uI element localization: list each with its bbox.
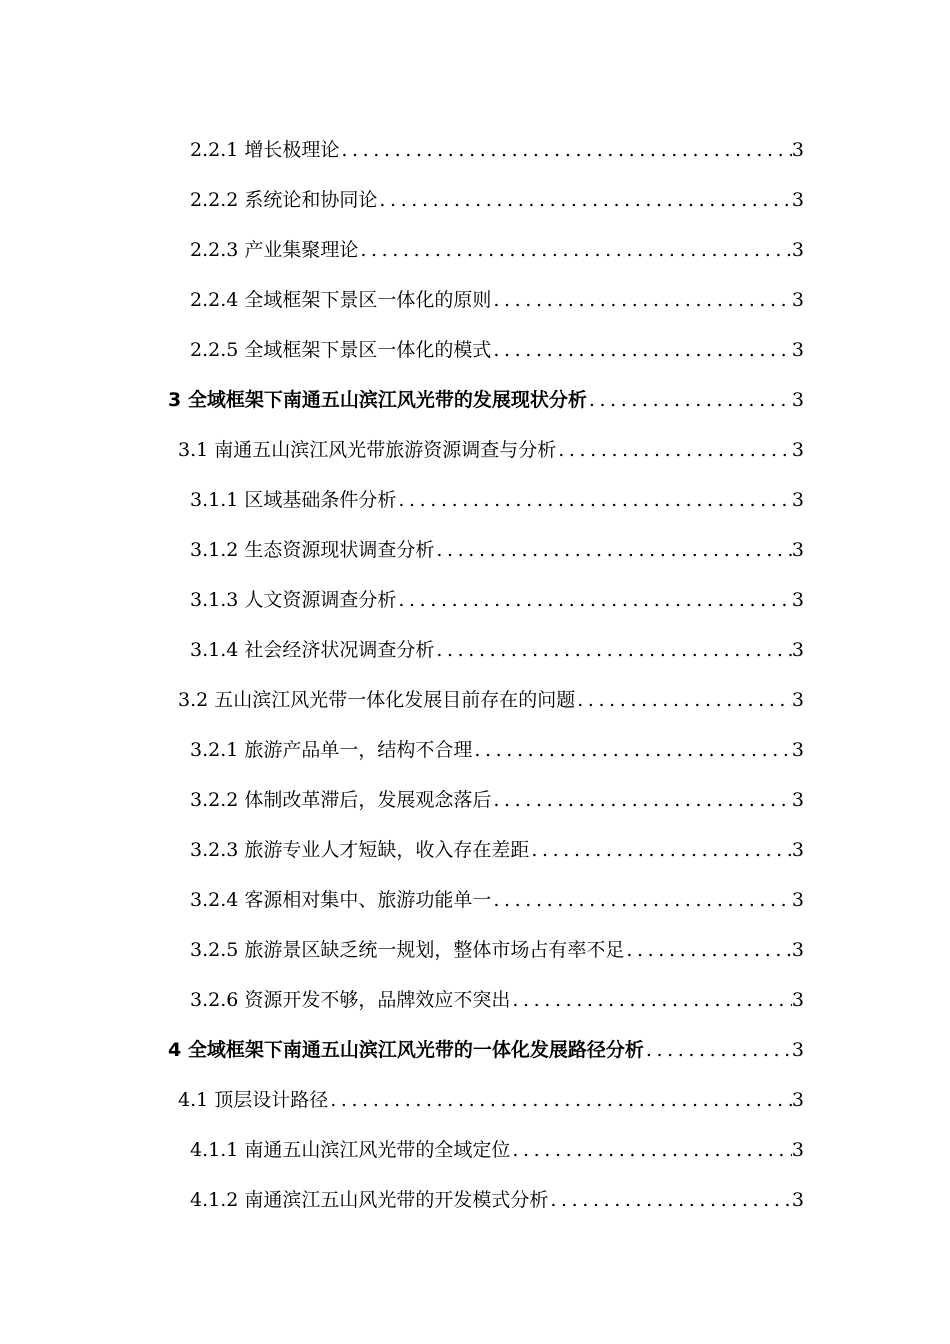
toc-entry[interactable]	[0, 325, 950, 375]
toc-entry[interactable]	[0, 425, 950, 475]
toc-entry-page-number: 3	[791, 389, 804, 411]
toc-entry[interactable]	[0, 875, 950, 925]
dot-leader	[330, 1075, 792, 1125]
toc-entry[interactable]	[0, 825, 950, 875]
dot-leader	[626, 925, 792, 975]
toc-entry[interactable]	[0, 775, 950, 825]
toc-entry-page-number: 3	[791, 439, 804, 461]
toc-entry-page-number: 3	[791, 539, 804, 561]
toc-entry-title: 2.2.1 增长极理论	[190, 139, 340, 161]
dot-leader	[436, 525, 792, 575]
toc-entry-title: 3.1.2 生态资源现状调查分析	[190, 539, 435, 561]
dot-leader	[558, 425, 792, 475]
toc-entry-page-number: 3	[791, 789, 804, 811]
toc-entry[interactable]	[0, 475, 950, 525]
toc-entry-page-number: 3	[791, 739, 804, 761]
toc-entry-page-number: 3	[791, 1089, 804, 1111]
toc-entry[interactable]	[0, 625, 950, 675]
toc-entry-title: 4 全域框架下南通五山滨江风光带的一体化发展路径分析	[168, 1039, 644, 1061]
dot-leader	[341, 125, 792, 175]
dot-leader	[379, 175, 792, 225]
toc-entry-page-number: 3	[791, 839, 804, 861]
toc-entry-title: 3 全域框架下南通五山滨江风光带的发展现状分析	[168, 389, 587, 411]
toc-entry[interactable]	[0, 675, 950, 725]
toc-entry-title: 4.1.1 南通五山滨江风光带的全域定位	[190, 1139, 511, 1161]
toc-entry-title: 2.2.5 全域框架下景区一体化的模式	[190, 339, 492, 361]
toc-entry[interactable]	[0, 1125, 950, 1175]
dot-leader	[577, 675, 792, 725]
toc-entry[interactable]	[0, 975, 950, 1025]
toc-entry-page-number: 3	[791, 689, 804, 711]
dot-leader	[398, 475, 792, 525]
toc-entry[interactable]	[0, 525, 950, 575]
toc-entry-page-number: 3	[791, 289, 804, 311]
dot-leader	[646, 1025, 792, 1075]
dot-leader	[474, 725, 792, 775]
toc-entry-title: 3.1.1 区域基础条件分析	[190, 489, 397, 511]
dot-leader	[531, 825, 792, 875]
toc-entry[interactable]	[0, 1075, 950, 1125]
toc-entry-title: 3.2.1 旅游产品单一，结构不合理	[190, 739, 473, 761]
dot-leader	[493, 325, 792, 375]
toc-entry-title: 3.2.5 旅游景区缺乏统一规划，整体市场占有率不足	[190, 939, 625, 961]
dot-leader	[493, 775, 792, 825]
toc-entry-title: 2.2.4 全域框架下景区一体化的原则	[190, 289, 492, 311]
toc-entry[interactable]	[0, 1175, 950, 1225]
toc-entry-page-number: 3	[791, 889, 804, 911]
dot-leader	[512, 1125, 792, 1175]
toc-entry[interactable]	[0, 375, 950, 425]
toc-entry[interactable]	[0, 725, 950, 775]
toc-entry-page-number: 3	[791, 1039, 804, 1061]
toc-entry[interactable]	[0, 275, 950, 325]
toc-entry-page-number: 3	[791, 939, 804, 961]
toc-entry-page-number: 3	[791, 139, 804, 161]
toc-entry-page-number: 3	[791, 1139, 804, 1161]
toc-entry[interactable]	[0, 1025, 950, 1075]
toc-entry-title: 3.2.4 客源相对集中、旅游功能单一	[190, 889, 492, 911]
dot-leader	[493, 875, 792, 925]
dot-leader	[493, 275, 792, 325]
toc-entry-title: 4.1 顶层设计路径	[178, 1089, 329, 1111]
toc-entry-page-number: 3	[791, 1189, 804, 1211]
toc-entry[interactable]	[0, 225, 950, 275]
dot-leader	[436, 625, 792, 675]
toc-entry-title: 2.2.2 系统论和协同论	[190, 189, 378, 211]
toc-entry-page-number: 3	[791, 989, 804, 1011]
toc-entry-title: 3.2.2 体制改革滞后，发展观念落后	[190, 789, 492, 811]
toc-entry-title: 3.2 五山滨江风光带一体化发展目前存在的问题	[178, 689, 576, 711]
toc-entry-title: 3.1 南通五山滨江风光带旅游资源调查与分析	[178, 439, 557, 461]
dot-leader	[512, 975, 792, 1025]
toc-entry[interactable]	[0, 175, 950, 225]
dot-leader	[360, 225, 792, 275]
toc-entry-page-number: 3	[791, 639, 804, 661]
dot-leader	[398, 575, 792, 625]
toc-entry-title: 3.1.4 社会经济状况调查分析	[190, 639, 435, 661]
dot-leader	[550, 1175, 792, 1225]
toc-entry-page-number: 3	[791, 339, 804, 361]
toc-entry-title: 4.1.2 南通滨江五山风光带的开发模式分析	[190, 1189, 549, 1211]
toc-entry[interactable]	[0, 575, 950, 625]
toc-entry-title: 2.2.3 产业集聚理论	[190, 239, 359, 261]
toc-entry-title: 3.2.6 资源开发不够，品牌效应不突出	[190, 989, 511, 1011]
toc-entry[interactable]	[0, 925, 950, 975]
toc-entry-page-number: 3	[791, 489, 804, 511]
toc-entry-title: 3.2.3 旅游专业人才短缺，收入存在差距	[190, 839, 530, 861]
dot-leader	[589, 375, 792, 425]
toc-entry[interactable]	[0, 125, 950, 175]
toc-entry-page-number: 3	[791, 189, 804, 211]
toc-entry-page-number: 3	[791, 239, 804, 261]
toc-entry-title: 3.1.3 人文资源调查分析	[190, 589, 397, 611]
table-of-contents	[0, 125, 950, 1225]
toc-entry-page-number: 3	[791, 589, 804, 611]
